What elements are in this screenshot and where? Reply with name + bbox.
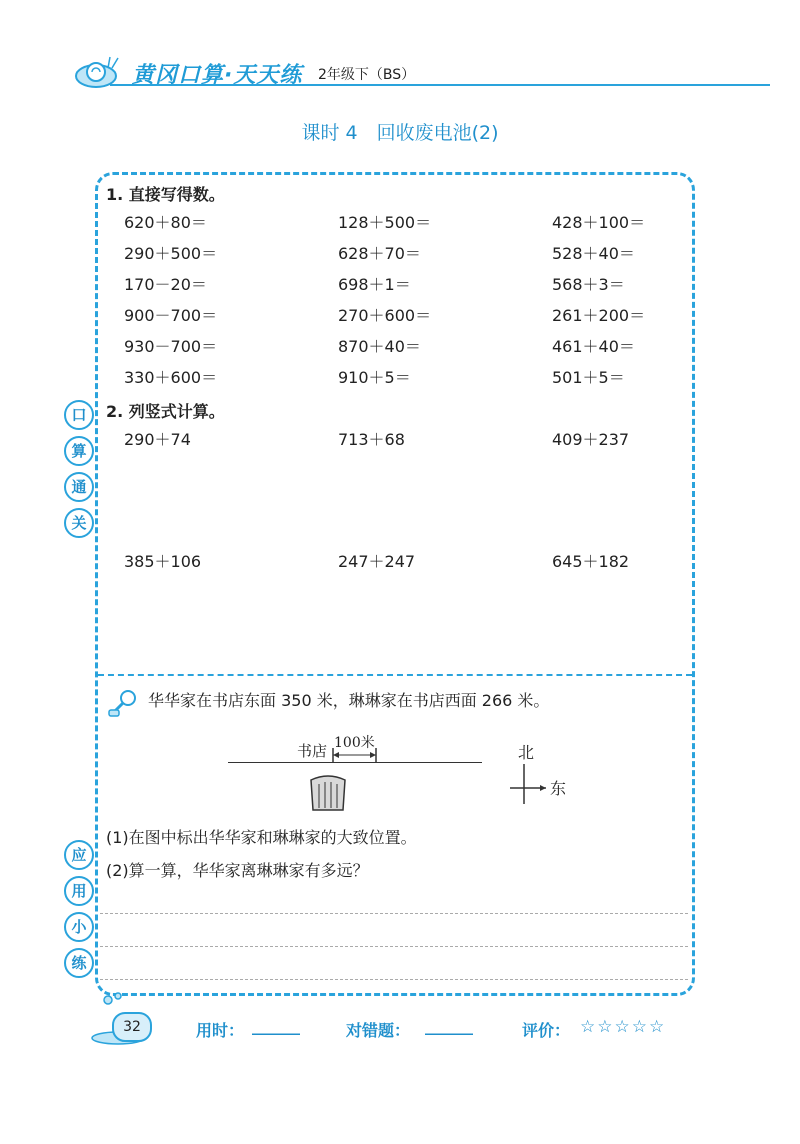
- equation: 270＋600＝: [338, 306, 432, 325]
- question-2: (2)算一算，华华家离琳琳家有多远？: [106, 861, 369, 880]
- side-char: 算: [64, 436, 94, 466]
- time-blank[interactable]: ______: [252, 1016, 300, 1035]
- equation: 290＋500＝: [124, 244, 218, 263]
- equation: 628＋70＝: [338, 244, 421, 263]
- equation: 461＋40＝: [552, 337, 635, 356]
- time-label: 用时：: [196, 1021, 245, 1040]
- equation: 261＋200＝: [552, 306, 646, 325]
- scale-label: 100米: [334, 735, 375, 751]
- errors-blank[interactable]: ______: [425, 1016, 473, 1035]
- north-label: 北: [518, 743, 535, 762]
- brand-title: 黄冈口算·天天练: [132, 63, 303, 88]
- vertical-calc-problem: 290＋74: [124, 430, 191, 449]
- equation: 501＋5＝: [552, 368, 625, 387]
- equation: 900－700＝: [124, 306, 218, 325]
- scale-bar-icon: [330, 746, 380, 762]
- header-rule: [110, 84, 770, 86]
- side-char: 关: [64, 508, 94, 538]
- equation: 330＋600＝: [124, 368, 218, 387]
- side-char: 应: [64, 840, 94, 870]
- vertical-calc-problem: 247＋247: [338, 552, 416, 571]
- side-label-application: [64, 840, 94, 984]
- side-label-oral-calc: [64, 400, 94, 544]
- answer-line[interactable]: [100, 979, 688, 980]
- application-problem: 华华家在书店东面 350 米，琳琳家在书店西面 266 米。: [148, 691, 550, 710]
- side-char: 练: [64, 948, 94, 978]
- equation: 698＋1＝: [338, 275, 411, 294]
- side-char: 口: [64, 400, 94, 430]
- rating-label: 评价：: [522, 1021, 571, 1040]
- vertical-calc-problem: 409＋237: [552, 430, 630, 449]
- equation: 620＋80＝: [124, 213, 207, 232]
- bookstore-icon: [305, 770, 351, 814]
- errors-label: 对错题：: [346, 1021, 411, 1040]
- vertical-calc-problem: 713＋68: [338, 430, 405, 449]
- store-label: 书店: [297, 742, 328, 760]
- section-divider: [98, 674, 692, 676]
- equation: 870＋40＝: [338, 337, 421, 356]
- equation: 128＋500＝: [338, 213, 432, 232]
- vertical-calc-problem: 385＋106: [124, 552, 202, 571]
- equation: 428＋100＝: [552, 213, 646, 232]
- answer-line[interactable]: [100, 946, 688, 947]
- side-char: 通: [64, 472, 94, 502]
- vertical-calc-problem: 645＋182: [552, 552, 630, 571]
- magnifier-hint-icon: [106, 686, 140, 720]
- equation: 528＋40＝: [552, 244, 635, 263]
- section2-title: 2. 列竖式计算。: [106, 402, 225, 421]
- answer-line[interactable]: [100, 913, 688, 914]
- lesson-title: 课时 4 回收废电池(2): [301, 122, 499, 144]
- equation: 170－20＝: [124, 275, 207, 294]
- side-char: 用: [64, 876, 94, 906]
- compass-cross-icon: [508, 760, 548, 810]
- equation: 910＋5＝: [338, 368, 411, 387]
- section1-title: 1. 直接写得数。: [106, 185, 225, 204]
- equation: 568＋3＝: [552, 275, 625, 294]
- east-west-road-line: [228, 762, 482, 763]
- grade-label: 2年级下（BS）: [318, 67, 416, 83]
- question-1: (1)在图中标出华华家和琳琳家的大致位置。: [106, 828, 417, 847]
- page-number: 32: [112, 1012, 152, 1042]
- rating-stars-icon[interactable]: ☆☆☆☆☆: [580, 1017, 667, 1037]
- side-char: 小: [64, 912, 94, 942]
- equation: 930－700＝: [124, 337, 218, 356]
- east-label: 东: [550, 779, 567, 798]
- snail-logo-icon: [72, 52, 130, 88]
